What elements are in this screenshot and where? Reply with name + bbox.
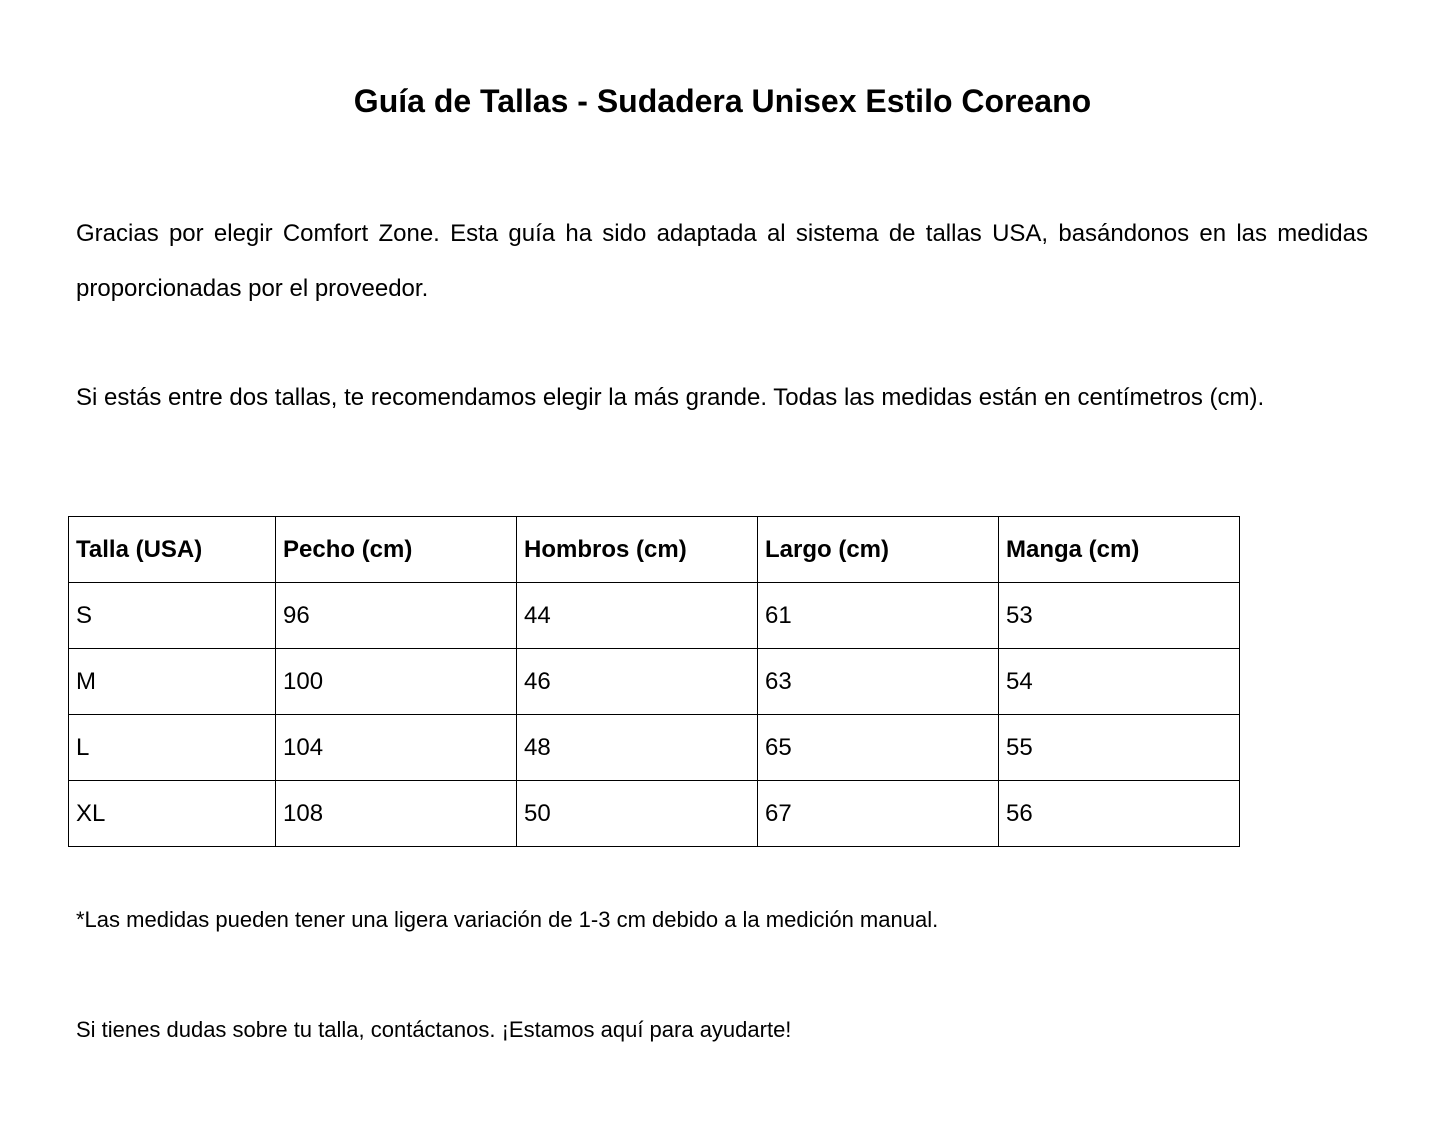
- cell-size: L: [69, 715, 276, 781]
- header-length: Largo (cm): [758, 517, 999, 583]
- cell-sleeve: 55: [999, 715, 1240, 781]
- advice-paragraph: Si estás entre dos tallas, te recomendamos elegir la más grande. Todas las medidas están en centímetros (cm).: [76, 384, 1265, 411]
- cell-shoulders: 48: [517, 715, 758, 781]
- cell-chest: 104: [276, 715, 517, 781]
- size-table: [68, 516, 1240, 847]
- cell-chest: 100: [276, 649, 517, 715]
- header-chest: Pecho (cm): [276, 517, 517, 583]
- cell-size: M: [69, 649, 276, 715]
- table-row: [69, 715, 1240, 781]
- table-header-row: [69, 517, 1240, 583]
- cell-length: 67: [758, 781, 999, 847]
- cell-length: 61: [758, 583, 999, 649]
- cell-size: S: [69, 583, 276, 649]
- header-shoulders: Hombros (cm): [517, 517, 758, 583]
- header-sleeve: Manga (cm): [999, 517, 1240, 583]
- measurement-footnote: *Las medidas pueden tener una ligera variación de 1-3 cm debido a la medición manual.: [76, 907, 939, 932]
- cell-chest: 108: [276, 781, 517, 847]
- cell-shoulders: 50: [517, 781, 758, 847]
- cell-chest: 96: [276, 583, 517, 649]
- cell-shoulders: 44: [517, 583, 758, 649]
- cell-length: 63: [758, 649, 999, 715]
- intro-paragraph: Gracias por elegir Comfort Zone. Esta guía ha sido adaptada al sistema de tallas USA, basándonos en las medidas proporcionadas por el proveedor.: [76, 220, 1368, 302]
- table-row: [69, 649, 1240, 715]
- cell-size: XL: [69, 781, 276, 847]
- header-size: Talla (USA): [69, 517, 276, 583]
- closing-note: Si tienes dudas sobre tu talla, contáctanos. ¡Estamos aquí para ayudarte!: [76, 1017, 792, 1042]
- page-title: Guía de Tallas - Sudadera Unisex Estilo Coreano: [353, 83, 1092, 119]
- table-row: [69, 583, 1240, 649]
- cell-sleeve: 53: [999, 583, 1240, 649]
- cell-length: 65: [758, 715, 999, 781]
- cell-sleeve: 54: [999, 649, 1240, 715]
- table-row: [69, 781, 1240, 847]
- cell-shoulders: 46: [517, 649, 758, 715]
- cell-sleeve: 56: [999, 781, 1240, 847]
